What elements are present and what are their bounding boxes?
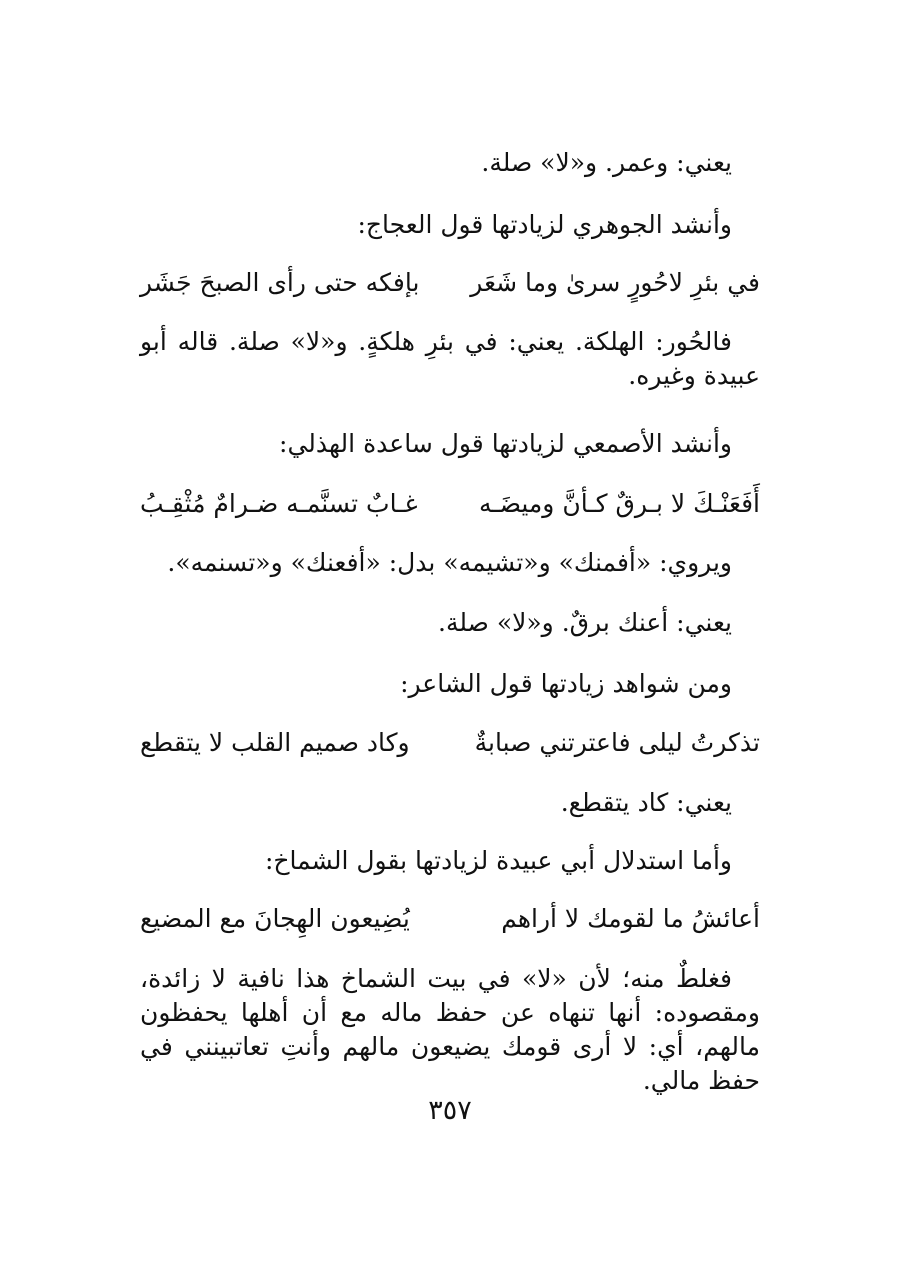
- verse-hemistich-second: غـابٌ تسنَّمـه ضـرامٌ مُثْقِـبُ: [140, 489, 418, 518]
- text-line: يعني: كاد يتقطع.: [560, 788, 732, 817]
- text-line: وأنشد الأصمعي لزيادتها قول ساعدة الهذلي:: [279, 429, 732, 458]
- verse-hemistich-first: أَفَعَنْـكَ لا بـرقٌ كـأنَّ وميضَـه: [478, 489, 760, 518]
- text-line: يعني: وعمر. و«لا» صلة.: [481, 148, 732, 177]
- verse-hemistich-second: يُضِيعون الهِجانَ مع المضيع: [140, 904, 410, 933]
- text-line: ويروي: «أفمنك» و«تشيمه» بدل: «أفعنك» و«تسنمه».: [167, 548, 732, 577]
- page-number: ٣٥٧: [428, 1095, 472, 1126]
- verse-line: [140, 266, 760, 300]
- verse-line: [140, 487, 760, 521]
- verse-line: [140, 902, 760, 936]
- text-line: ومن شواهد زيادتها قول الشاعر:: [400, 669, 732, 698]
- verse-hemistich-first: أعائشُ ما لقومك لا أراهم: [501, 904, 760, 933]
- paragraph: فغلطٌ منه؛ لأن «لا» في بيت الشماخ هذا نافية لا زائدة، ومقصوده: أنها تنهاه عن حفظ ماله مع أن أهلها يحفظون مالهم، أي: لا أرى قومك يضيعون مالهم وأنتِ تعاتبينني في حفظ مالي.: [140, 964, 760, 1095]
- text-line: وأما استدلال أبي عبيدة لزيادتها بقول الشماخ:: [264, 846, 732, 875]
- verse-hemistich-second: بإفكه حتى رأى الصبحَ جَشَر: [140, 268, 420, 297]
- verse-hemistich-first: في بئرِ لاحُورٍ سرىٰ وما شَعَر: [470, 268, 760, 297]
- text-line: يعني: أعنك برقٌ. و«لا» صلة.: [438, 608, 732, 637]
- text-line: وأنشد الجوهري لزيادتها قول العجاج:: [357, 210, 732, 239]
- verse-hemistich-first: تذكرتُ ليلى فاعترتني صبابةٌ: [474, 728, 760, 757]
- verse-line: [140, 726, 760, 760]
- verse-hemistich-second: وكاد صميم القلب لا يتقطع: [140, 728, 410, 757]
- paragraph: فالحُور: الهلكة. يعني: في بئرِ هلكةٍ. و«لا» صلة. قاله أبو عبيدة وغيره.: [140, 327, 760, 390]
